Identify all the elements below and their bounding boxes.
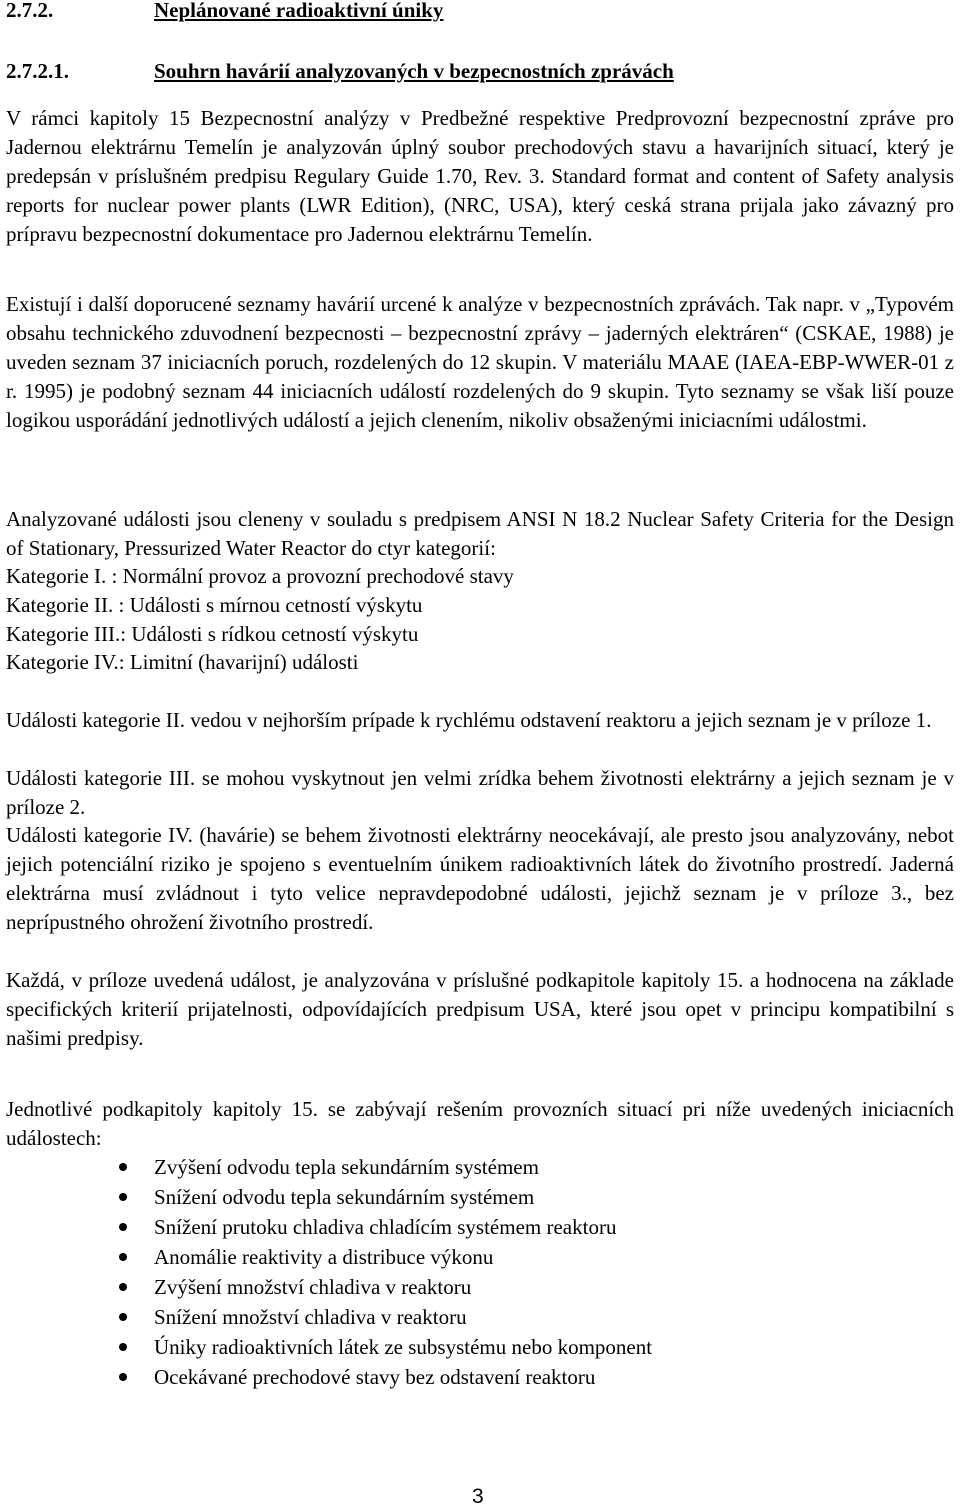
bullet-icon (119, 1283, 127, 1291)
paragraph-subchapters: Jednotlivé podkapitoly kapitoly 15. se zabývají rešením provozních situací pri níže uvedených iniciacních událostech: (6, 1097, 954, 1150)
paragraph-intro: V rámci kapitoly 15 Bezpecnostní analýzy v Predbežné respektive Predprovozní bezpecnostní zpráve pro Jadernou elektrárnu Temelín je analyzován úplný soubor prechodových stavu a havarijních situací, který je predepsán v príslušném predpisu Regulary Guide 1.70, Rev. 3. Standard format and content of Safety analysis reports for nuclear power plants (LWR Edition), (NRC, USA), který ceská strana prijala jako závazný pro prípravu bezpecnostní dokumentace pro Jadernou elektrárnu Temelín. (6, 106, 954, 246)
list-item: Snížení prutoku chladiva chladícím systémem reaktoru (6, 1212, 954, 1242)
list-item: Snížení odvodu tepla sekundárním systémem (6, 1182, 954, 1212)
paragraph-ansi: Analyzované události jsou cleneny v souladu s predpisem ANSI N 18.2 Nuclear Safety Criteria for the Design of Stationary, Pressurized Water Reactor do ctyr kategorií: (6, 507, 954, 560)
paragraph-category-3: Události kategorie III. se mohou vyskytnout jen velmi zrídka behem životnosti elektrárny a jejich seznam je v príloze 2. (6, 766, 954, 819)
list-item: Anomálie reaktivity a distribuce výkonu (6, 1242, 954, 1272)
category-3: Kategorie III.: Události s rídkou cetností výskytu (6, 622, 419, 646)
bullet-icon (119, 1373, 127, 1381)
list-item: Zvýšení množství chladiva v reaktoru (6, 1272, 954, 1302)
bullet-icon (119, 1313, 127, 1321)
page-number: 3 (472, 1485, 484, 1508)
list-item: Ocekávané prechodové stavy bez odstavení reaktoru (6, 1362, 954, 1392)
bullet-icon (119, 1193, 127, 1201)
paragraph-evaluation: Každá, v príloze uvedená událost, je analyzována v príslušné podkapitole kapitoly 15. a hodnocena na základe specifických kriterií prijatelnosti, odpovídajících predpisum USA, které jsou opet v principu kompatibilní s našimi predpisy. (6, 968, 954, 1050)
category-1: Kategorie I. : Normální provoz a provozní prechodové stavy (6, 564, 514, 588)
bullet-icon (119, 1163, 127, 1171)
section-title: Neplánované radioaktivní úniky (154, 0, 444, 22)
paragraph-category-4: Události kategorie IV. (havárie) se behem životnosti elektrárny neocekávají, ale presto jsou analyzovány, nebot jejich potenciální riziko je spojeno s eventuelním únikem radioaktivních látek do životního prostredí. Jaderná elektrárna musí zvládnout i tyto velice nepravdepodobné události, jejichž seznam je v príloze 3., bez neprípustného ohrožení životního prostredí. (6, 823, 954, 934)
category-2: Kategorie II. : Události s mírnou cetností výskytu (6, 593, 423, 617)
paragraph-other-lists: Existují i další doporucené seznamy havárií urcené k analýze v bezpecnostních zprávách. Tak napr. v „Typovém obsahu technického zduvodnení bezpecnosti – bezpecnostní zprávy – jaderných elektráren“ (CSKAE, 1988) je uveden seznam 37 iniciacních poruch, rozdelených do 12 skupin. V materiálu MAAE (IAEA-EBP-WWER-01 z r. 1995) je podobný seznam 44 iniciacních událostí rozdelených do 9 skupin. Tyto seznamy se však liší pouze logikou usporádání jednotlivých událostí a jejich clenením, nikoliv obsaženými iniciacními událostmi. (6, 292, 954, 432)
list-item: Úniky radioaktivních látek ze subsystému nebo komponent (6, 1332, 954, 1362)
category-4: Kategorie IV.: Limitní (havarijní) události (6, 650, 359, 674)
initiating-events-list (6, 1152, 954, 1392)
subsection-heading (6, 57, 674, 86)
list-item: Zvýšení odvodu tepla sekundárním systémem (6, 1152, 954, 1182)
bullet-icon (119, 1253, 127, 1261)
paragraph-category-2: Události kategorie II. vedou v nejhorším prípade k rychlému odstavení reaktoru a jejich seznam je v príloze 1. (6, 708, 932, 732)
bullet-icon (119, 1343, 127, 1351)
list-item: Snížení množství chladiva v reaktoru (6, 1302, 954, 1332)
section-heading (6, 0, 444, 25)
section-number: 2.7.2. (6, 0, 54, 22)
bullet-icon (119, 1223, 127, 1231)
subsection-number: 2.7.2.1. (6, 59, 69, 83)
subsection-title: Souhrn havárií analyzovaných v bezpecnostních zprávách (154, 59, 674, 83)
